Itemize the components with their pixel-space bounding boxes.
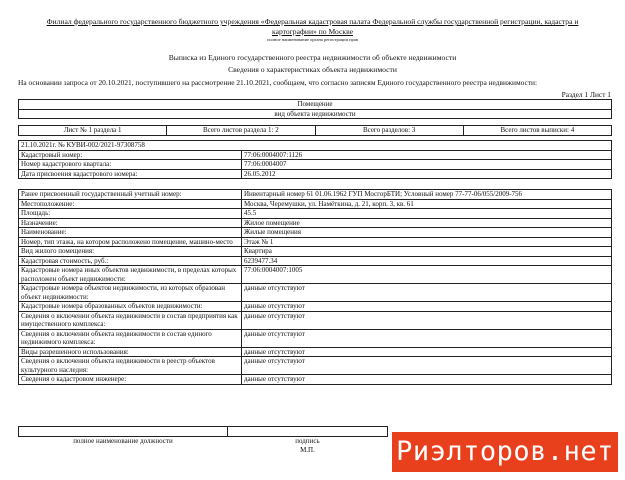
- table-row: [19, 237, 612, 247]
- detail-value: Инвентарный номер 61 01.06.1962 ГУП МосгорБТИ; Условный номер 77-77-06/055/2009-756: [242, 190, 612, 200]
- object-type-caption: вид объекта недвижимости: [19, 109, 612, 119]
- detail-label: Вид жилого помещения:: [19, 247, 242, 257]
- assign-date-label: Дата присвоения кадастрового номера:: [19, 169, 242, 179]
- table-row: [19, 209, 612, 219]
- detail-label: Кадастровая стоимость, руб.:: [19, 256, 242, 266]
- org-name-line2: картографии» по Москве: [272, 27, 353, 36]
- table-row: [19, 199, 612, 209]
- detail-value: данные отсутствуют: [242, 284, 612, 302]
- quarter-number-value: 77:06:0004007: [242, 160, 612, 170]
- table-row: [19, 311, 612, 329]
- detail-value: данные отсутствуют: [242, 302, 612, 312]
- detail-value: Жилое помещение: [242, 218, 612, 228]
- table-row: [19, 266, 612, 284]
- sheet-number: Лист № 1 раздела 1: [19, 126, 167, 136]
- detail-label: Ранее присвоенный государственный учетный номер:: [19, 190, 242, 200]
- table-row: [19, 302, 612, 312]
- cadastral-number-label: Кадастровый номер:: [19, 150, 242, 160]
- detail-value: 77:06:0004007:1005: [242, 266, 612, 284]
- table-row: [19, 357, 612, 375]
- org-name-line1: Филиал федерального государственного бюджетного учреждения «Федеральная кадастровая палата Федеральной службы государственной регистрации, кадастра и: [46, 17, 579, 26]
- position-cell: [19, 427, 228, 437]
- id-table: [18, 140, 612, 179]
- signature-table: [18, 426, 388, 454]
- detail-value: Этаж № 1: [242, 237, 612, 247]
- detail-value: 45.5: [242, 209, 612, 219]
- document-title: Выписка из Единого государственного реестра недвижимости об объекте недвижимости: [168, 53, 457, 62]
- table-row: [19, 375, 612, 385]
- section-label: Раздел 1 Лист 1: [561, 90, 611, 99]
- sign-caption: подпись: [295, 437, 320, 445]
- quarter-number-label: Номер кадастрового квартала:: [19, 160, 242, 170]
- detail-label: Наименование:: [19, 228, 242, 238]
- table-row: [19, 284, 612, 302]
- table-row: [19, 169, 612, 179]
- object-type-table: [18, 99, 612, 119]
- table-row: [19, 247, 612, 257]
- detail-value: данные отсутствуют: [242, 347, 612, 357]
- detail-value: Жилые помещения: [242, 228, 612, 238]
- detail-value: данные отсутствуют: [242, 357, 612, 375]
- detail-label: Кадастровые номера объектов недвижимости, из которых образован объект недвижимости:: [19, 284, 242, 302]
- table-row: [19, 218, 612, 228]
- table-row: [19, 256, 612, 266]
- object-type: Помещение: [19, 100, 612, 110]
- detail-value: 6239477.34: [242, 256, 612, 266]
- assign-date-value: 26.05.2012: [242, 169, 612, 179]
- detail-label: Назначение:: [19, 218, 242, 228]
- total-sheets-count: Всего листов выписки: 4: [463, 126, 611, 136]
- detail-value: Квартира: [242, 247, 612, 257]
- table-row: [19, 228, 612, 238]
- detail-value: Москва, Черемушки, ул. Намёткина, д. 21, корп. 3, кв. 61: [242, 199, 612, 209]
- detail-value: данные отсутствуют: [242, 375, 612, 385]
- detail-value: данные отсутствуют: [242, 311, 612, 329]
- detail-label: Площадь:: [19, 209, 242, 219]
- sheet-info-table: [18, 125, 612, 136]
- detail-label: Виды разрешенного использования:: [19, 347, 242, 357]
- detail-label: Сведения о включении объекта недвижимости в реестр объектов культурного наследия:: [19, 357, 242, 375]
- detail-label: Сведения о кадастровом инженере:: [19, 375, 242, 385]
- table-row: [19, 150, 612, 160]
- detail-label: Кадастровые номера образованных объектов недвижимости:: [19, 302, 242, 312]
- detail-label: Сведения о включении объекта недвижимости в состав единого недвижимого комплекса:: [19, 329, 242, 347]
- detail-label: Местоположение:: [19, 199, 242, 209]
- watermark-logo: Риэлторов.нет: [392, 432, 618, 472]
- org-name-caption: полное наименование органа регистрации прав: [267, 37, 358, 42]
- request-basis: На основании запроса от 20.10.2021, поступившего на рассмотрение 21.10.2021, сообщаем, что согласно записям Единого государственного реестра недвижимости:: [18, 78, 538, 87]
- detail-label: Кадастровые номера иных объектов недвижимости, в пределах которых расположен объект недвижимости:: [19, 266, 242, 284]
- table-row: [19, 329, 612, 347]
- doc-number: 21.10.2021г. № КУВИ-002/2021-97308758: [19, 141, 612, 151]
- document-subtitle: Сведения о характеристиках объекта недвижимости: [228, 65, 397, 74]
- stamp-label: М.П.: [300, 445, 315, 454]
- section-sheets-count: Всего листов раздела 1: 2: [167, 126, 315, 136]
- details-table: [18, 189, 612, 385]
- table-row: [19, 190, 612, 200]
- detail-value: данные отсутствуют: [242, 329, 612, 347]
- detail-label: Сведения о включении объекта недвижимости в состав предприятия как имущественного комплекса:: [19, 311, 242, 329]
- table-row: [19, 347, 612, 357]
- sections-count: Всего разделов: 3: [315, 126, 463, 136]
- sign-cell: [227, 427, 387, 437]
- cadastral-number-value: 77:06:0004007:1126: [242, 150, 612, 160]
- position-caption: полное наименование должности: [73, 437, 173, 445]
- detail-label: Номер, тип этажа, на котором расположено помещение, машино-место: [19, 237, 242, 247]
- table-row: [19, 160, 612, 170]
